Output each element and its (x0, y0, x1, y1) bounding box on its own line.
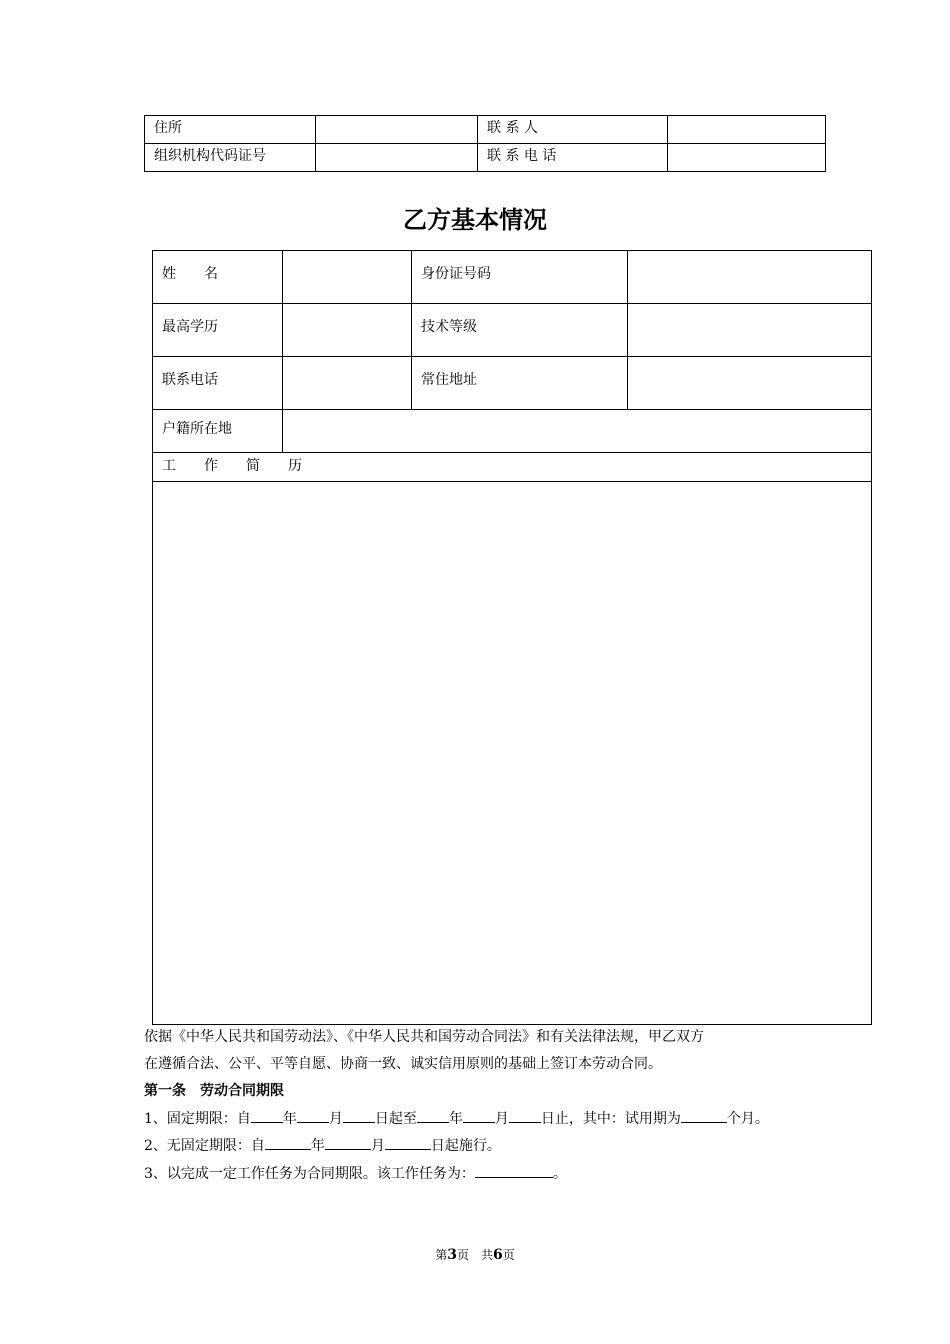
page-number: 3 (447, 1247, 457, 1263)
text: 日起至 (374, 1111, 417, 1127)
party-b-table (152, 250, 872, 1025)
skill-label: 技术等级 (412, 304, 628, 357)
contact-phone-field[interactable] (668, 144, 826, 172)
blank-start-year[interactable] (251, 1108, 283, 1123)
text: 2、无固定期限：自 (144, 1138, 265, 1154)
text: 页 (502, 1248, 515, 1262)
blank-end-month[interactable] (463, 1108, 495, 1123)
org-code-field[interactable] (316, 144, 478, 172)
blank-task[interactable] (475, 1163, 553, 1178)
id-label: 身份证号码 (412, 251, 628, 304)
residence-label: 常住地址 (412, 357, 628, 410)
phone-field[interactable] (283, 357, 412, 410)
address-label: 住所 (145, 116, 316, 144)
page-footer (0, 1246, 950, 1263)
text: 日止，其中：试用期为 (540, 1111, 681, 1127)
skill-field[interactable] (628, 304, 872, 357)
article1-item3 (144, 1163, 567, 1183)
blank-day[interactable] (385, 1135, 431, 1150)
party-a-table (144, 115, 826, 172)
blank-month[interactable] (325, 1135, 371, 1150)
text: 年 (282, 1111, 297, 1127)
total-pages: 6 (493, 1247, 503, 1263)
section-title: 乙方基本情况 (403, 206, 547, 234)
text: 。 (552, 1166, 567, 1182)
text: 页 共 (456, 1248, 493, 1262)
id-field[interactable] (628, 251, 872, 304)
blank-start-month[interactable] (297, 1108, 329, 1123)
work-history-label: 工 作 简 历 (153, 453, 872, 482)
text: 年 (310, 1138, 325, 1154)
phone-label: 联系电话 (153, 357, 283, 410)
blank-end-day[interactable] (509, 1108, 541, 1123)
address-field[interactable] (316, 116, 478, 144)
hukou-label: 户籍所在地 (153, 410, 283, 453)
intro-line-2: 在遵循合法、公平、平等自愿、协商一致、诚实信用原则的基础上签订本劳动合同。 (144, 1056, 662, 1072)
contact-field[interactable] (668, 116, 826, 144)
education-field[interactable] (283, 304, 412, 357)
blank-probation-months[interactable] (681, 1108, 727, 1123)
contact-phone-label: 联 系 电 话 (478, 144, 668, 172)
intro-line-1: 依据《中华人民共和国劳动法》、《中华人民共和国劳动合同法》和有关法律法规，甲乙双方 (144, 1029, 704, 1045)
article1-heading: 第一条 劳动合同期限 (144, 1083, 284, 1099)
blank-start-day[interactable] (343, 1108, 375, 1123)
contact-label: 联 系 人 (478, 116, 668, 144)
text: 1、固定期限：自 (144, 1111, 251, 1127)
text: 个月。 (726, 1111, 769, 1127)
hukou-field[interactable] (283, 410, 872, 453)
text: 年 (448, 1111, 463, 1127)
text: 3、以完成一定工作任务为合同期限。该工作任务为： (144, 1166, 475, 1182)
blank-end-year[interactable] (417, 1108, 449, 1123)
name-field[interactable] (283, 251, 412, 304)
work-history-field[interactable] (153, 482, 872, 1025)
article1-item1 (144, 1108, 769, 1128)
text: 月 (494, 1111, 509, 1127)
org-code-label: 组织机构代码证号 (145, 144, 316, 172)
text: 日起施行。 (430, 1138, 501, 1154)
name-label: 姓 名 (153, 251, 283, 304)
text: 月 (370, 1138, 385, 1154)
text: 第 (435, 1248, 448, 1262)
education-label: 最高学历 (153, 304, 283, 357)
text: 月 (328, 1111, 343, 1127)
blank-year[interactable] (265, 1135, 311, 1150)
residence-field[interactable] (628, 357, 872, 410)
article1-item2 (144, 1135, 501, 1155)
